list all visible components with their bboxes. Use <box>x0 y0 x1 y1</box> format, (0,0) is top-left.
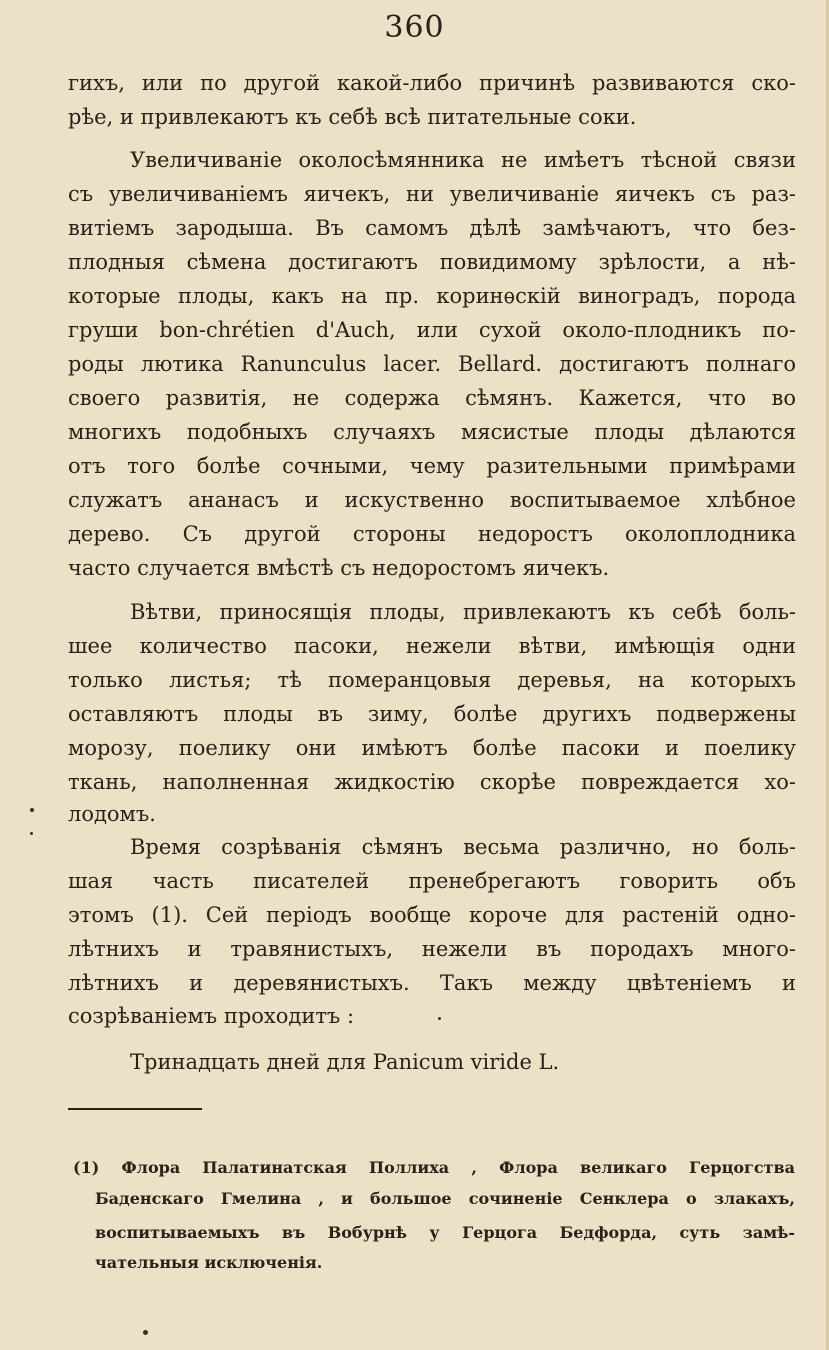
footnote-line: Баденскаго Гмелина , и большое сочиненіе Сенклера о злакахъ, <box>95 1189 795 1208</box>
footnote-line: (1) Флора Палатинатская Поллиха , Флора великаго Герцогства <box>73 1158 795 1177</box>
text-line: Увеличиваніе околосѣмянника не имѣетъ тѣсной связи <box>130 148 796 172</box>
text-line: лѣтнихъ и деревянистыхъ. Такъ между цвѣтеніемъ и <box>68 971 796 995</box>
text-line: созрѣваніемъ проходитъ : <box>68 1004 355 1028</box>
ink-speck <box>143 1330 148 1335</box>
text-line: шее количество пасоки, нежели вѣтви, имѣющія одни <box>68 634 796 658</box>
footnote-separator <box>68 1108 202 1110</box>
text-line: Тринадцать дней для Panicum viride L. <box>130 1050 560 1074</box>
text-line: которые плоды, какъ на пр. коринѳскій виноградъ, порода <box>68 284 796 308</box>
text-line: груши bon-chrétien d'Auch, или сухой около-плодникъ по- <box>68 318 796 342</box>
text-line: служатъ ананасъ и искуственно воспитываемое хлѣбное <box>68 488 796 512</box>
text-line: плодныя сѣмена достигаютъ повидимому зрѣлости, а нѣ- <box>68 250 796 274</box>
text-line: своего развитія, не содержа сѣмянъ. Кажется, что во <box>68 386 796 410</box>
ink-speck <box>438 1017 441 1020</box>
text-line: шая часть писателей пренебрегаютъ говорить объ <box>68 869 796 893</box>
page-number: 360 <box>384 10 445 45</box>
text-line: роды лютика Ranunculus lacer. Bellard. достигаютъ полнаго <box>68 352 796 376</box>
text-line: гихъ, или по другой какой-либо причинѣ развиваются ско- <box>68 71 796 95</box>
text-line: только листья; тѣ померанцовыя деревья, на которыхъ <box>68 668 796 692</box>
text-line: морозу, поелику они имѣютъ болѣе пасоки и поелику <box>68 736 796 760</box>
ink-speck <box>30 832 33 835</box>
ink-speck <box>30 808 34 812</box>
text-line: лѣтнихъ и травянистыхъ, нежели въ породахъ много- <box>68 937 796 961</box>
footnote-line: чательныя исключенія. <box>95 1253 323 1272</box>
text-line: отъ того болѣе сочными, чему разительными примѣрами <box>68 454 796 478</box>
text-line: Вѣтви, приносящія плоды, привлекаютъ къ себѣ боль- <box>130 600 796 624</box>
text-line: часто случается вмѣстѣ съ недоростомъ яичекъ. <box>68 556 610 580</box>
text-line: съ увеличиваніемъ яичекъ, ни увеличиваніе яичекъ съ раз- <box>68 182 796 206</box>
footnote-line: воспитываемыхъ въ Вобурнѣ у Герцога Бедфорда, суть замѣ- <box>95 1223 795 1242</box>
text-line: витіемъ зародыша. Въ самомъ дѣлѣ замѣчаютъ, что без- <box>68 216 796 240</box>
text-line: многихъ подобныхъ случаяхъ мясистые плоды дѣлаются <box>68 420 796 444</box>
text-line: дерево. Съ другой стороны недоростъ околоплодника <box>68 522 796 546</box>
text-line: этомъ (1). Сей періодъ вообще короче для растеній одно- <box>68 903 796 927</box>
text-line: оставляютъ плоды въ зиму, болѣе другихъ подвержены <box>68 702 796 726</box>
text-line: рѣе, и привлекаютъ къ себѣ всѣ питательные соки. <box>68 105 637 129</box>
text-line: Время созрѣванія сѣмянъ весьма различно, но боль- <box>130 835 796 859</box>
text-line: ткань, наполненная жидкостію скорѣе повреждается хо- <box>68 770 796 794</box>
text-line: лодомъ. <box>68 802 156 826</box>
